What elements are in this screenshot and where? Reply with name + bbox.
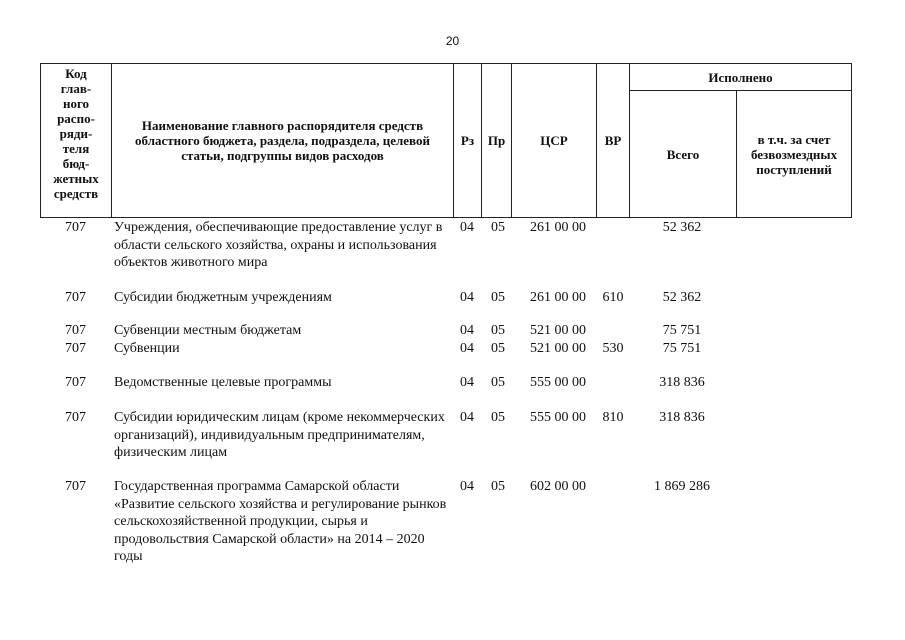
row-code: 707 [65, 323, 86, 338]
header-total: Всего [630, 91, 737, 218]
row-code: 707 [65, 220, 86, 235]
row-total: 52 362 [662, 290, 702, 305]
header-code-line: ряди- [59, 126, 93, 141]
row-vr: 810 [602, 410, 624, 425]
row-total: 75 751 [662, 341, 702, 356]
row-rz: 04 [460, 410, 474, 425]
row-code: 707 [65, 290, 86, 305]
header-gratuitous: в т.ч. за счет безвозмездных поступлений [737, 91, 852, 218]
header-code-line: теля [62, 141, 90, 156]
header-code-line: ного [62, 96, 90, 111]
header-pr: Пр [482, 64, 512, 218]
row-code: 707 [65, 375, 86, 390]
row-pr: 05 [491, 220, 505, 235]
row-name: Субвенции местным бюджетам [114, 323, 302, 338]
header-code-line: средств [53, 186, 99, 201]
row-pr: 05 [491, 341, 505, 356]
row-pr: 05 [491, 323, 505, 338]
header-vr: ВР [597, 64, 630, 218]
row-pr: 05 [491, 479, 505, 494]
table-header [40, 63, 852, 218]
row-total: 75 751 [662, 323, 702, 338]
row-total: 318 836 [659, 375, 705, 390]
row-csr: 555 00 00 [530, 375, 586, 390]
row-name: Государственная программа Самарской области «Развитие сельского хозяйства и регулирование рынков сельскохозяйственной продукции, сырья и продовольствия Самарской области» на 2014 – 2020 годы [114, 479, 447, 564]
header-code-line: распо- [57, 111, 95, 126]
header-code-line: бюд- [62, 156, 90, 171]
row-pr: 05 [491, 290, 505, 305]
row-total: 1 869 286 [654, 479, 710, 494]
row-rz: 04 [460, 341, 474, 356]
header-code-line: жетных [53, 171, 99, 186]
row-csr: 521 00 00 [530, 323, 586, 338]
row-rz: 04 [460, 290, 474, 305]
row-name: Учреждения, обеспечивающие предоставление услуг в области сельского хозяйства, охраны и использования объектов животного мира [114, 220, 443, 270]
page-number: 20 [445, 34, 460, 48]
row-vr: 530 [602, 341, 624, 356]
row-code: 707 [65, 410, 86, 425]
header-csr: ЦСР [512, 64, 597, 218]
row-rz: 04 [460, 375, 474, 390]
header-executed: Исполнено [630, 64, 852, 91]
row-name: Ведомственные целевые программы [114, 375, 332, 390]
row-pr: 05 [491, 375, 505, 390]
header-rz: Рз [454, 64, 482, 218]
row-csr: 602 00 00 [530, 479, 586, 494]
row-code: 707 [65, 479, 86, 494]
row-total: 52 362 [662, 220, 702, 235]
row-csr: 261 00 00 [530, 220, 586, 235]
row-csr: 521 00 00 [530, 341, 586, 356]
row-vr: 610 [602, 290, 624, 305]
row-rz: 04 [460, 220, 474, 235]
row-pr: 05 [491, 410, 505, 425]
row-code: 707 [65, 341, 86, 356]
header-code-line: Код [65, 66, 87, 81]
row-rz: 04 [460, 479, 474, 494]
row-name: Субсидии юридическим лицам (кроме некоммерческих организаций), индивидуальным предпринимателям, физическим лицам [114, 410, 445, 460]
row-total: 318 836 [659, 410, 705, 425]
row-rz: 04 [460, 323, 474, 338]
row-csr: 261 00 00 [530, 290, 586, 305]
header-code [41, 64, 112, 218]
header-name: Наименование главного распорядителя средств областного бюджета, раздела, подраздела, целевой статьи, подгруппы видов расходов [112, 64, 454, 218]
row-csr: 555 00 00 [530, 410, 586, 425]
header-code-line: глав- [60, 81, 92, 96]
row-name: Субвенции [114, 341, 180, 356]
row-name: Субсидии бюджетным учреждениям [114, 290, 332, 305]
